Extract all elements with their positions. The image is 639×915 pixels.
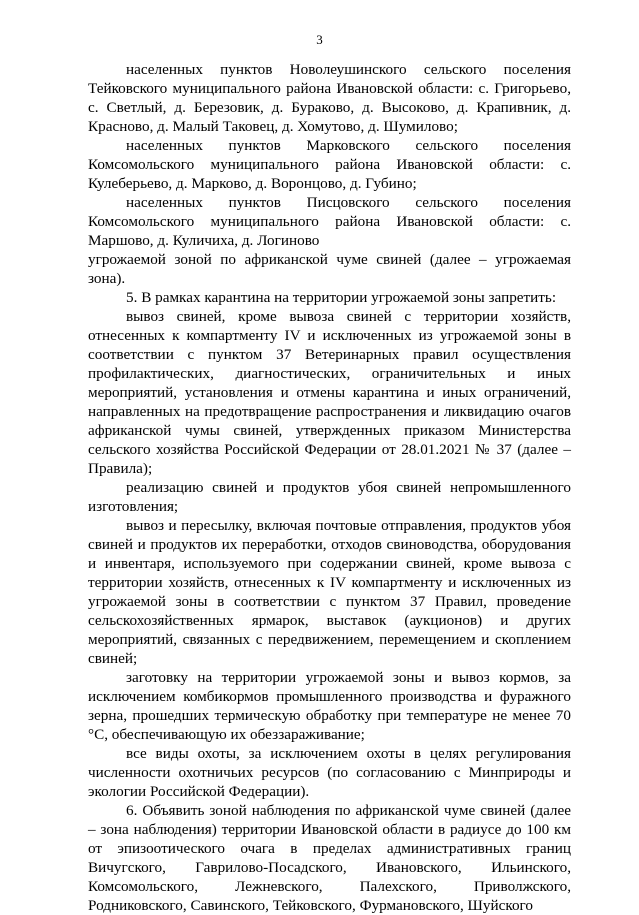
paragraph-item-6-observation-zone: 6. Объявить зоной наблюдения по африканской чуме свиней (далее – зона наблюдения) территории Ивановской области в радиусе до 100 км от эпизоотического очага в пределах административных границ Вичугского, Гаврилово-Посадского, Ивановского, Ильинского, Комсомольского, Лежневского, Палехского, Приволжского, Родниковского, Савинского, Тейковского, Фурмановского, Шуйского [88, 802, 571, 914]
paragraph-ban-feed-procurement: заготовку на территории угрожаемой зоны и вывоз кормов, за исключением комбикормов промышленного производства и фуражного зерна, прошедших термическую обработку при температуре не менее 70 °С, обеспечивающую их обеззараживание; [88, 669, 571, 743]
paragraph-threatened-zone-definition: угрожаемой зоной по африканской чуме свиней (далее – угрожаемая зона). [88, 251, 571, 287]
paragraph-ban-hunting: все виды охоты, за исключением охоты в целях регулирования численности охотничьих ресурсов (по согласованию с Минприроды и экологии Российской Федерации). [88, 745, 571, 800]
paragraph-ban-pig-export: вывоз свиней, кроме вывоза свиней с территории хозяйств, отнесенных к компартменту IV и исключенных из угрожаемой зоны в соответствии с пунктом 37 Ветеринарных правил осуществления профилактических, диагностических, ограничительных и иных мероприятий, установления и отмены карантина и иных ограничений, направленных на предотвращение распространения и ликвидацию очагов африканской чумы свиней, утвержденных приказом Министерства сельского хозяйства Российской Федерации от 28.01.2021 № 37 (далее – Правила); [88, 308, 571, 477]
paragraph-item-5-heading: 5. В рамках карантина на территории угрожаемой зоны запретить: [126, 289, 557, 306]
paragraph-settlements-novoleushinskoe: населенных пунктов Новолеушинского сельского поселения Тейковского муниципального района Ивановской области: с. Григорьево, с. Светлый, д. Березовик, д. Бураково, д. Высоково, д. Крапивник, д. Красново, д. Малый Таковец, д. Хомутово, д. Шумилово; [88, 61, 571, 135]
paragraph-settlements-piscovskoe: населенных пунктов Писцовского сельского поселения Комсомольского муниципального района Ивановской области: с. Маршово, д. Куличиха, д. Логиново [88, 194, 571, 249]
page-number: 3 [316, 32, 323, 47]
paragraph-ban-products-export: вывоз и пересылку, включая почтовые отправления, продуктов убоя свиней и продуктов их переработки, отходов свиноводства, оборудования и инвентаря, используемого при содержании свиней, кроме вывоза с территории хозяйств, отнесенных к IV компартменту и исключенных из угрожаемой зоны в соответствии с пунктом 37 Правил, проведение сельскохозяйственных ярмарок, выставок (аукционов) и других мероприятий, связанных с передвижением, перемещением и скоплением свиней; [88, 517, 571, 667]
paragraph-ban-pig-sale: реализацию свиней и продуктов убоя свиней непромышленного изготовления; [88, 479, 571, 515]
document-body [88, 60, 571, 915]
paragraph-settlements-markovskoe: населенных пунктов Марковского сельского поселения Комсомольского муниципального района Ивановской области: с. Кулеберьево, д. Марково, д. Воронцово, д. Губино; [88, 137, 571, 192]
